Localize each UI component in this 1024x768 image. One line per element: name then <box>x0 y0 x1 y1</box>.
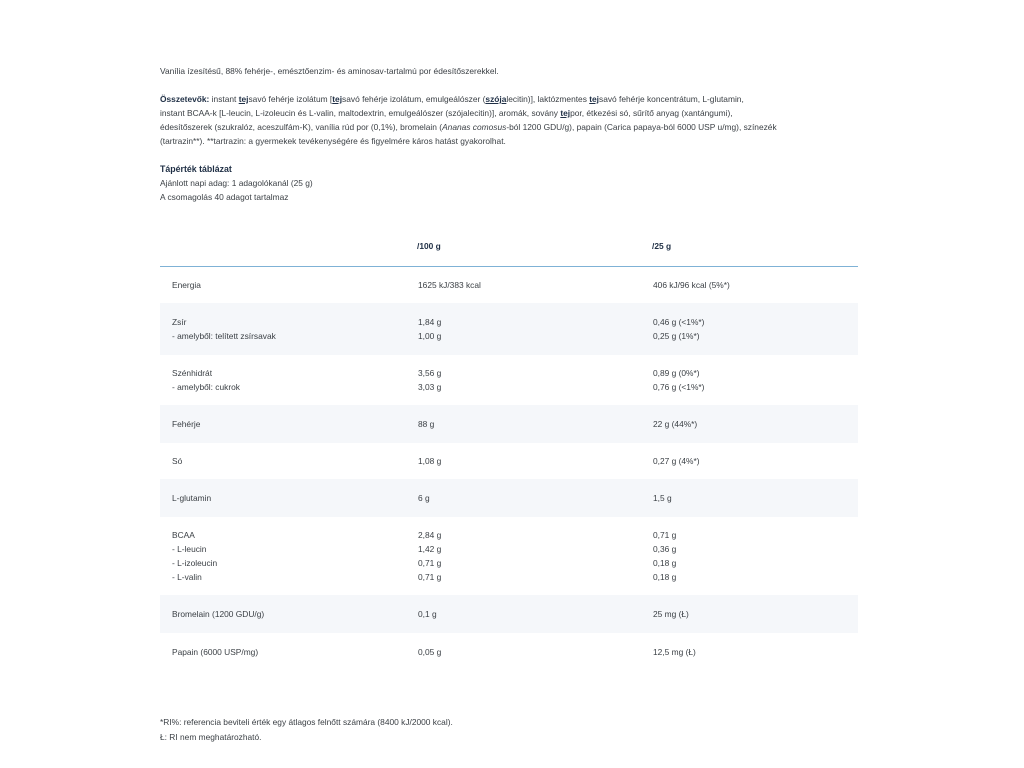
ingredient-text-segment: savó fehérje izolátum, emulgeálószer ( <box>342 94 486 104</box>
cell-line: 12,5 mg (Ł) <box>653 646 696 657</box>
table-row <box>160 303 858 355</box>
cell-line: 6 g <box>418 492 430 503</box>
cell-line: - amelyből: telített zsírsavak <box>172 330 276 341</box>
package-servings: A csomagolás 40 adagot tartalmaz <box>160 192 289 202</box>
cell-line: 0,25 g (1%*) <box>653 330 700 341</box>
nutrient-cell <box>160 355 417 405</box>
cell-line: 0,05 g <box>418 646 442 657</box>
cell-line: 1,42 g <box>418 543 442 554</box>
cell-line: 0,76 g (<1%*) <box>653 381 705 392</box>
ingredient-text-segment: édesítőszerek (szukralóz, aceszulfám-K), vanília rúd por (0,1%), bromelain ( <box>160 122 443 132</box>
column-header-nutrient <box>160 226 417 267</box>
cell-line: 0,27 g (4%*) <box>653 455 700 466</box>
cell-line: 1,08 g <box>418 455 442 466</box>
per-25g-cell <box>652 303 858 355</box>
column-header-per-100g: /100 g <box>417 226 652 267</box>
cell-line: Só <box>172 455 183 466</box>
nutrient-cell <box>160 405 417 443</box>
table-row <box>160 355 858 405</box>
nutrient-cell <box>160 443 417 479</box>
column-header-per-25g: /25 g <box>652 226 858 267</box>
nutrient-cell <box>160 633 417 671</box>
ingredient-text-segment: savó fehérje izolátum [ <box>248 94 333 104</box>
content <box>160 64 860 745</box>
nutrition-table <box>160 226 858 671</box>
cell-line: 1,5 g <box>653 492 672 503</box>
footnote-l: Ł: RI nem meghatározható. <box>160 731 262 742</box>
cell-line: Energia <box>172 279 201 290</box>
footnotes <box>160 715 860 745</box>
nutrition-table-body <box>160 267 858 671</box>
cell-line: Papain (6000 USP/mg) <box>172 646 259 657</box>
per-25g-cell <box>652 479 858 517</box>
cell-line: - L-leucin <box>172 543 207 554</box>
cell-line: 0,18 g <box>653 571 677 582</box>
cell-line: 406 kJ/96 kcal (5%*) <box>653 279 730 290</box>
ingredient-text-segment: (tartrazin**). **tartrazin: a gyermekek tevékenységére és figyelmére káros hatást gyakorolhat. <box>160 136 506 146</box>
per-100g-cell <box>417 479 652 517</box>
per-25g-cell <box>652 633 858 671</box>
table-row <box>160 479 858 517</box>
cell-line: 0,71 g <box>418 571 442 582</box>
cell-line: 0,1 g <box>418 608 437 619</box>
nutrient-cell <box>160 479 417 517</box>
per-25g-cell <box>652 595 858 633</box>
table-header-row <box>160 226 858 267</box>
table-row <box>160 267 858 303</box>
cell-line: 0,71 g <box>653 529 677 540</box>
per-100g-cell <box>417 517 652 595</box>
nutrient-cell <box>160 303 417 355</box>
cell-line: L-glutamin <box>172 492 212 503</box>
per-100g-cell <box>417 633 652 671</box>
nutrition-table-title: Tápérték táblázat <box>160 164 232 174</box>
footnote-ri: *RI%: referencia beviteli érték egy átlagos felnőtt számára (8400 kJ/2000 kcal). <box>160 716 453 727</box>
nutrient-cell <box>160 267 417 303</box>
per-25g-cell <box>652 517 858 595</box>
table-row <box>160 633 858 671</box>
cell-line: 25 mg (Ł) <box>653 608 689 619</box>
cell-line: - L-valin <box>172 571 202 582</box>
allergen-highlight: tej <box>238 94 249 104</box>
cell-line: 0,71 g <box>418 557 442 568</box>
ingredient-text-segment: savó fehérje koncentrátum, L-glutamin, <box>599 94 744 104</box>
cell-line: 0,89 g (0%*) <box>653 367 700 378</box>
per-100g-cell <box>417 267 652 303</box>
cell-line: Fehérje <box>172 418 201 429</box>
cell-line: 3,56 g <box>418 367 442 378</box>
per-100g-cell <box>417 303 652 355</box>
table-row <box>160 595 858 633</box>
serving-size: Ajánlott napi adag: 1 adagolókanál (25 g) <box>160 178 313 188</box>
cell-line: 88 g <box>418 418 435 429</box>
cell-line: 1,00 g <box>418 330 442 341</box>
allergen-highlight: tej <box>332 94 343 104</box>
cell-line: - L-izoleucin <box>172 557 218 568</box>
product-description: Vanília ízesítésű, 88% fehérje-, emésztőenzim- és aminosav-tartalmú por édesítőszerekkel. <box>160 66 499 76</box>
allergen-highlight: tej <box>560 108 571 118</box>
ingredients-paragraph <box>160 92 860 148</box>
ingredient-text-segment: instant <box>209 94 239 104</box>
ingredient-text-segment: instant BCAA-k [L-leucin, L-izoleucin és L-valin, maltodextrin, emulgeálószer (szójalecitin)], aromák, sovány <box>160 108 561 118</box>
per-100g-cell <box>417 405 652 443</box>
nutrient-cell <box>160 595 417 633</box>
ingredient-text-segment: -ból 1200 GDU/g), papain (Carica papaya-ból 6000 USP u/mg), színezék <box>506 122 777 132</box>
cell-line: Zsír <box>172 316 187 327</box>
per-25g-cell <box>652 405 858 443</box>
per-25g-cell <box>652 443 858 479</box>
cell-line: 1,84 g <box>418 316 442 327</box>
allergen-highlight: szója <box>485 94 507 104</box>
ingredients-label: Összetevők: <box>160 94 210 104</box>
table-row <box>160 443 858 479</box>
ingredient-text-segment: por, étkezési só, sűrítő anyag (xantángumi), <box>570 108 733 118</box>
cell-line: Szénhidrát <box>172 367 213 378</box>
allergen-highlight: tej <box>589 94 600 104</box>
cell-line: 2,84 g <box>418 529 442 540</box>
cell-line: 1625 kJ/383 kcal <box>418 279 481 290</box>
per-100g-cell <box>417 595 652 633</box>
ingredients-text <box>160 94 777 146</box>
table-row <box>160 405 858 443</box>
cell-line: - amelyből: cukrok <box>172 381 240 392</box>
cell-line: 22 g (44%*) <box>653 418 698 429</box>
table-row <box>160 517 858 595</box>
per-100g-cell <box>417 355 652 405</box>
cell-line: 0,46 g (<1%*) <box>653 316 705 327</box>
cell-line: 0,36 g <box>653 543 677 554</box>
per-25g-cell <box>652 355 858 405</box>
per-100g-cell <box>417 443 652 479</box>
ingredient-text-segment: lecitin)], laktózmentes <box>506 94 590 104</box>
cell-line: 0,18 g <box>653 557 677 568</box>
cell-line: Bromelain (1200 GDU/g) <box>172 608 265 619</box>
cell-line: BCAA <box>172 529 195 540</box>
per-25g-cell <box>652 267 858 303</box>
nutrient-cell <box>160 517 417 595</box>
italic-term: Ananas comosus <box>442 122 507 132</box>
cell-line: 3,03 g <box>418 381 442 392</box>
